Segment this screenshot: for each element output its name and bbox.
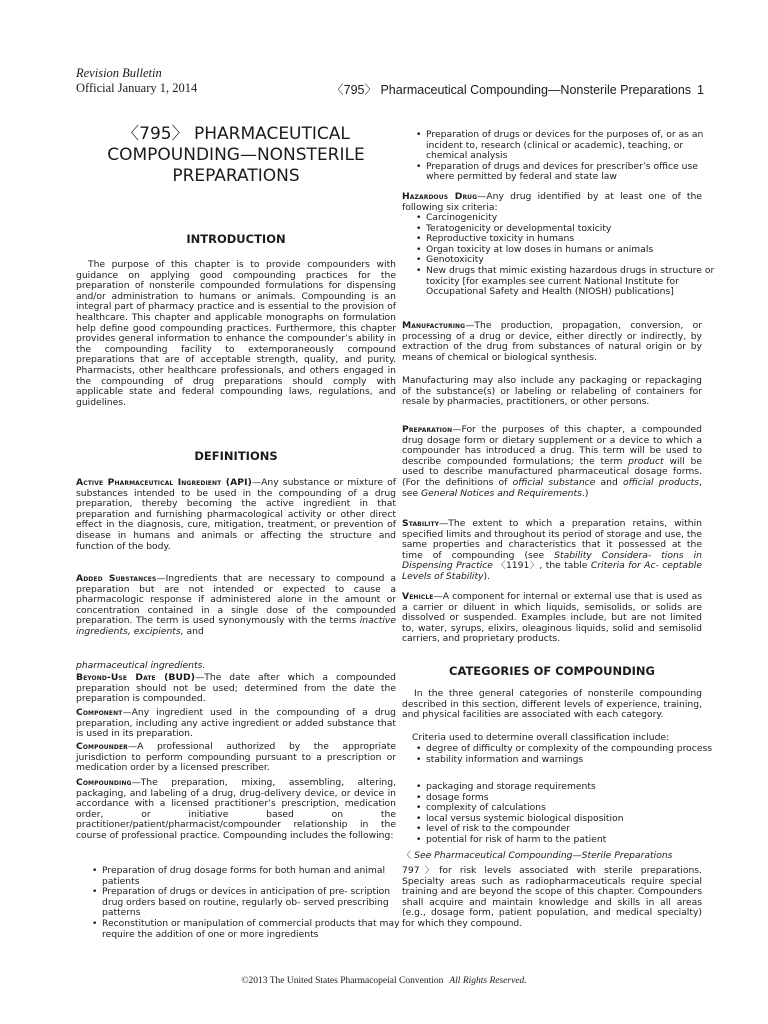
rights-text: All Rights Reserved. (449, 976, 527, 986)
general-notices-link[interactable]: General Notices and Requirements (421, 487, 582, 499)
chapter-ref: 797〉 (402, 865, 440, 876)
def-hazardous-drug (402, 192, 702, 213)
term-vehicle: Vehicle (402, 591, 434, 602)
revision-bulletin-label: Revision Bulletin (76, 66, 162, 80)
def-stability-text-2: 〈1191〉, the table (492, 560, 591, 572)
risk-level-body: for risk levels associated with sterile preparations. Specialty areas such as radiopharmaceuticals require special training and are beyond the scope of this chapter. Compounders shall acquire and maintain knowledge and skills in all areas (e.g., dosage form, patient population, and medical specialty) for which they compound. (402, 865, 702, 929)
term-bud: Beyond-Use Date (BUD) (76, 672, 196, 683)
def-hazardous-text: —Any drug identified by at least one of the following six criteria: (402, 191, 702, 213)
title-line-2: COMPOUNDING—NONSTERILE (107, 145, 365, 165)
criteria-intro: Criteria used to determine overall classification include: (412, 732, 670, 743)
running-header-left (76, 66, 197, 96)
list-item: • complexity of calculations (426, 803, 716, 814)
list-item: • stability information and warnings (426, 755, 716, 766)
sterile-preparations-link[interactable]: See Pharmaceutical Compounding—Sterile Preparations (414, 850, 673, 861)
title-line-1: 〈795〉 PHARMACEUTICAL (122, 124, 350, 144)
def-manufacturing-text: —The production, propagation, conversion, or processing of a drug or device, either directly or indirectly, by extraction of the drug from substances of natural origin or by means of chemical or biological synthesis. (402, 320, 702, 363)
hazard-criteria-list (412, 213, 716, 298)
list-item: • Organ toxicity at low doses in humans or animals (426, 245, 716, 256)
list-item: • potential for risk of harm to the patient (426, 835, 716, 846)
list-item: • local versus systemic biological disposition (426, 814, 716, 825)
page-footer (0, 976, 768, 986)
compounding-list (88, 866, 402, 940)
def-bud-text: —The date after which a compounded preparation should not be used; determined from the date the preparation is compounded. (76, 672, 396, 705)
def-compounding-text: —The preparation, mixing, assembling, altering, packaging, and labeling of a drug, drug-delivery device, or device in accordance with a licensed practitioner’s prescription, medication order, or initiative based on the practitioner/patient/pharmacist/compounder relationship in the course of professional practice. Compounding includes the following: (76, 777, 396, 841)
def-manufacturing-2: Manufacturing may also include any packaging or repackaging of the substance(s) or labeling or relabeling of containers for resale by pharmacies, practitioners, or other persons. (402, 375, 702, 408)
risk-level-text (402, 866, 702, 930)
definitions-heading: DEFINITIONS (194, 449, 278, 463)
term-hazardous-drug: Hazardous Drug (402, 191, 478, 202)
list-item: • Genotoxicity (426, 255, 716, 266)
def-component (76, 708, 396, 740)
def-added-italic: inactive ingredients, excipients, (76, 615, 396, 637)
official-date: Official January 1, 2014 (76, 81, 198, 95)
end-text: .) (581, 487, 589, 499)
running-header-right (331, 80, 704, 98)
and-text: and (595, 476, 623, 488)
def-preparation (402, 425, 702, 499)
def-vehicle (402, 592, 702, 645)
list-item: • Reproductive toxicity in humans (426, 234, 716, 245)
def-added-and: and (183, 625, 204, 637)
def-added-substances (76, 574, 396, 638)
copyright-text: ©2013 The United States Pharmacopeial Convention (241, 976, 444, 986)
categories-heading: CATEGORIES OF COMPOUNDING (449, 664, 655, 678)
list-item: • New drugs that mimic existing hazardous drugs in structure or toxicity [for examples see current National Institute for Occupational Safety and Health (NIOSH) publications] (426, 266, 716, 298)
list-item: • Preparation of drug dosage forms for both human and animal patients (102, 866, 402, 887)
term-component: Component (76, 707, 123, 718)
term-compounding: Compounding (76, 777, 132, 788)
def-compounder (76, 742, 396, 774)
page-number: 1 (697, 83, 704, 97)
def-compounding (76, 778, 396, 842)
list-item: • Reconstitution or manipulation of commercial products that may require the addition of one or more ingredients (102, 919, 402, 940)
term-added-substances: Added Substances (76, 573, 157, 584)
def-manufacturing (402, 321, 702, 363)
list-item: • Preparation of drugs and devices for prescriber’s office use where permitted by federal and state law (426, 162, 716, 183)
def-preparation-text: —For the purposes of this chapter, a compounded drug dosage form or dietary supplement or a device to which a compounder has introduced a drug. This term will be used to describe compounded formulations; the term (402, 424, 702, 467)
list-item: • Preparation of drugs or devices in anticipation of pre- scription drug orders based on routine, regularly ob- served prescribing patterns (102, 887, 402, 919)
def-api (76, 478, 396, 552)
term-stability: Stability (402, 518, 440, 529)
criteria-list (412, 744, 716, 765)
list-item: • packaging and storage requirements (426, 782, 716, 793)
list-item: • Carcinogenicity (426, 213, 716, 224)
list-item: • dosage forms (426, 793, 716, 804)
categories-text: In the three general categories of nonsterile compounding described in this section, different levels of experience, training, and physical facilities are associated with each category. (402, 688, 702, 721)
list-item: • level of risk to the compounder (426, 824, 716, 835)
criteria-list-2 (412, 782, 716, 846)
italic-official-products: official products (622, 476, 700, 488)
term-manufacturing: Manufacturing (402, 320, 466, 331)
def-stability-text: —The extent to which a preparation retains, within specified limits and throughout its period of storage and use, the same properties and characteristics that it possessed at the time of compounding (see (402, 518, 702, 561)
chapter-title-header: 〈795〉 Pharmaceutical Compounding—Nonsterile Preparations (331, 83, 692, 97)
title-line-3: PREPARATIONS (172, 166, 300, 186)
list-item: • Preparation of drugs or devices for the purposes of, or as an incident to, research (clinical or academic), teaching, or chemical analysis (426, 130, 716, 162)
term-preparation: Preparation (402, 424, 453, 435)
introduction-text: The purpose of this chapter is to provide compounders with guidance on applying good compounding practices for the preparation of nonsterile compounded formulations for dispensing and/or administration to humans or animals. Compounding is an integral part of pharmacy practice and is essential to the provision of healthcare. This chapter and applicable monographs on formulation help define good compounding practices. Furthermore, this chapter provides general information to enhance the compounder’s ability in the compounding facility to extemporaneously compound preparations that are of acceptable strength, quality, and purity. Pharmacists, other healthcare professionals, and others engaged in the compounding of drug preparations should comply with applicable state and federal compounding laws, regulations, and guidelines. (76, 259, 396, 408)
end-text: ). (483, 570, 491, 582)
compounding-list-continued (412, 130, 716, 183)
def-compounder-text: —A professional authorized by the appropriate jurisdiction to perform compounding pursuant to a prescription or medication order by a licensed prescriber. (76, 741, 396, 774)
list-item: • Teratogenicity or developmental toxicity (426, 224, 716, 235)
italic-official-substance: official substance (512, 476, 596, 488)
stability-considerations-link[interactable]: Stability Considera- tions in Dispensing Practice (402, 549, 702, 572)
def-stability (402, 519, 702, 583)
def-vehicle-text: —A component for internal or external use that is used as a carrier or diluent in which liquids, semisolids, or solids are dissolved or suspended. Examples include, but are not limited to, water, syrups, elixirs, oleaginous liquids, solid and semisolid carriers, and proprietary products. (402, 591, 702, 645)
list-item: • degree of difficulty or complexity of the compounding process (426, 744, 716, 755)
italic-product: product (628, 455, 664, 467)
term-compounder: Compounder (76, 741, 128, 752)
def-api-text: —Any substance or mixture of substances intended to be used in the compounding of a drug preparation, thereby becoming the active ingredient in that preparation and furnishing pharmacological activity or other direct effect in the diagnosis, cure, mitigation, treatment, or prevention of disease in humans and animals or affecting the structure and function of the body. (76, 477, 396, 552)
see-text: , see (402, 476, 702, 499)
def-preparation-text-2: will be used to describe manufactured pharmaceutical dosage forms. (For the definitions of (402, 455, 702, 488)
introduction-heading: INTRODUCTION (186, 232, 286, 246)
stability-criteria-link[interactable]: Criteria for Ac- ceptable Levels of Stability (402, 560, 702, 582)
angle-bracket: 〈 (402, 850, 412, 861)
def-bud (76, 673, 396, 705)
chapter-title (76, 124, 396, 187)
sterile-reference (402, 851, 702, 862)
def-added-text: —Ingredients that are necessary to compound a preparation but are not intended or expected to cause a pharmacologic response if administered alone in the amount or concentration contained in a single dose of the compounded preparation. The term is used synonymously with the terms (76, 573, 396, 627)
def-component-text: —Any ingredient used in the compounding of a drug preparation, including any active ingredient or added substance that is used in its preparation. (76, 707, 396, 740)
term-api: Active Pharmaceutical Ingredient (API) (76, 477, 252, 488)
pharmaceutical-ingredients: pharmaceutical ingredients. (76, 660, 206, 671)
